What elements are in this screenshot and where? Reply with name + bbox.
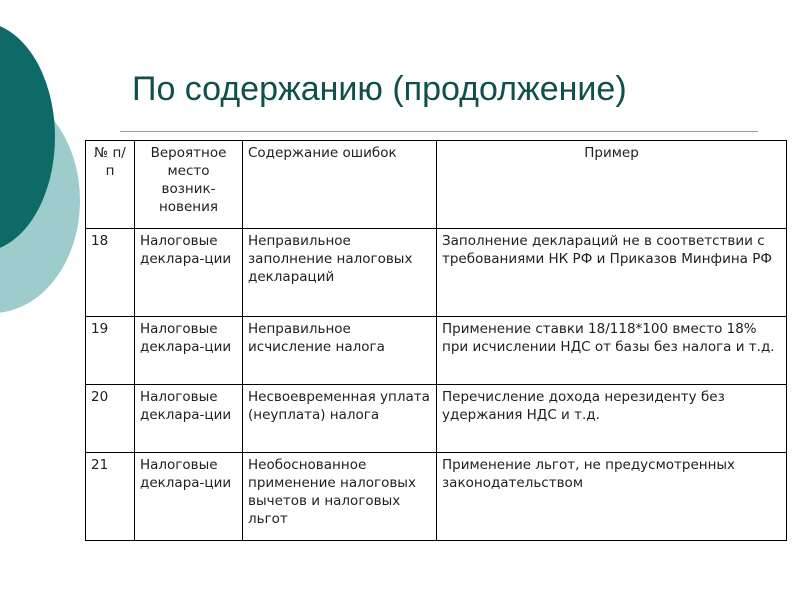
header-content: Содержание ошибок [243, 141, 437, 229]
title-divider [120, 131, 758, 132]
cell-num: 18 [86, 229, 135, 317]
cell-num: 19 [86, 317, 135, 385]
cell-example: Заполнение деклараций не в соответствии с требованиями НК РФ и Приказов Минфина РФ [437, 229, 787, 317]
cell-example: Перечисление дохода нерезиденту без удержания НДС и т.д. [437, 385, 787, 453]
cell-place: Налоговые деклара-ции [135, 317, 243, 385]
table-row [86, 229, 787, 317]
header-place: Вероятное место возник-новения [135, 141, 243, 229]
cell-place: Налоговые деклара-ции [135, 229, 243, 317]
cell-content: Необоснованное применение налоговых вычетов и налоговых льгот [243, 453, 437, 541]
cell-content: Неправильное заполнение налоговых деклараций [243, 229, 437, 317]
table-row [86, 385, 787, 453]
cell-place: Налоговые деклара-ции [135, 453, 243, 541]
errors-table [85, 140, 787, 541]
cell-num: 21 [86, 453, 135, 541]
cell-example: Применение ставки 18/118*100 вместо 18% при исчислении НДС от базы без налога и т.д. [437, 317, 787, 385]
header-num: № п/п [86, 141, 135, 229]
cell-content: Несвоевременная уплата (неуплата) налога [243, 385, 437, 453]
table-row [86, 317, 787, 385]
cell-place: Налоговые деклара-ции [135, 385, 243, 453]
table-header-row [86, 141, 787, 229]
cell-num: 20 [86, 385, 135, 453]
table-row [86, 453, 787, 541]
cell-example: Применение льгот, не предусмотренных законодательством [437, 453, 787, 541]
slide-title: По содержанию (продолжение) [132, 70, 627, 108]
cell-content: Неправильное исчисление налога [243, 317, 437, 385]
header-example: Пример [437, 141, 787, 229]
